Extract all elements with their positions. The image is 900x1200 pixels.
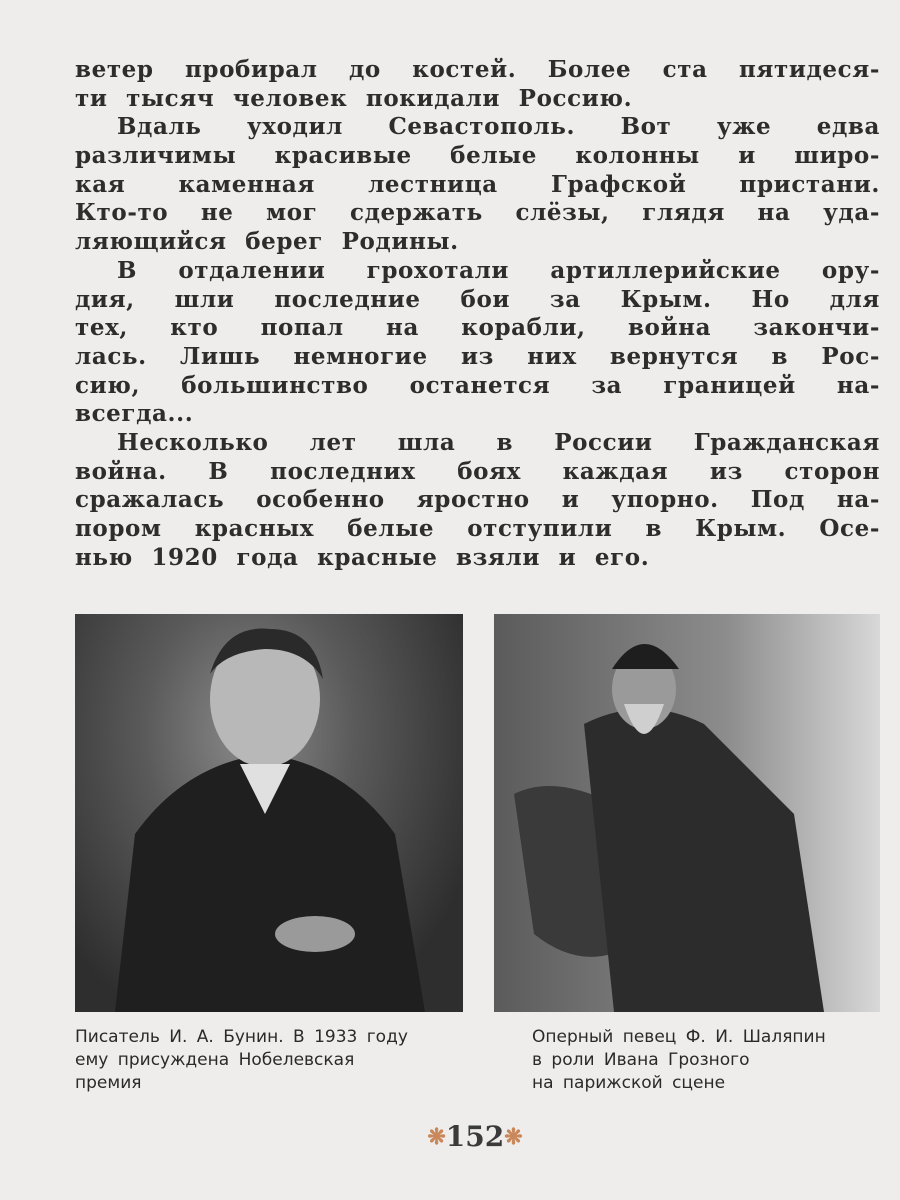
text-line: всегда... (75, 400, 194, 428)
body-text (75, 56, 880, 572)
text-line: сию, большинство останется за границей на- (75, 371, 880, 399)
photo-chaliapin (494, 614, 880, 1012)
caption-bunin (75, 1026, 465, 1095)
text-line: война. В последних боях каждая из сторон (75, 457, 880, 485)
page-number (420, 1120, 530, 1153)
text-line: ти тысяч человек покидали Россию. (75, 84, 633, 112)
text-line: тех, кто попал на корабли, война закончи- (75, 314, 880, 342)
ornament-right-icon: ❋ (504, 1124, 523, 1150)
text-line: Кто-то не мог сдержать слёзы, глядя на уда- (75, 199, 880, 227)
caption-line: Оперный певец Ф. И. Шаляпин (532, 1027, 826, 1047)
caption-line: Писатель И. А. Бунин. В 1933 году (75, 1027, 408, 1047)
caption-chaliapin (532, 1026, 892, 1095)
text-line: различимы красивые белые колонны и широ- (75, 142, 880, 170)
page-number-text: 152 (445, 1120, 505, 1153)
text-line: кая каменная лестница Графской пристани. (75, 170, 880, 198)
caption-line: премия (75, 1073, 142, 1093)
text-line: сражалась особенно яростно и упорно. Под на- (75, 486, 880, 514)
caption-line: в роли Ивана Грозного (532, 1050, 750, 1070)
text-line: дия, шли последние бои за Крым. Но для (75, 285, 880, 313)
ornament-left-icon: ❋ (427, 1124, 446, 1150)
text-line: Несколько лет шла в России Гражданская (117, 428, 880, 456)
text-line: пором красных белые отступили в Крым. Осе- (75, 515, 880, 542)
photo-bunin (75, 614, 463, 1012)
text-line: лась. Лишь немногие из них вернутся в Рос- (75, 342, 880, 370)
text-line: В отдалении грохотали артиллерийские ору- (117, 256, 880, 284)
text-line: ветер пробирал до костей. Более ста пятидеся- (75, 56, 880, 83)
caption-line: ему присуждена Нобелевская (75, 1050, 355, 1070)
text-line: ляющийся берег Родины. (75, 228, 459, 256)
text-line: нью 1920 года красные взяли и его. (75, 543, 650, 571)
caption-line: на парижской сцене (532, 1073, 726, 1093)
text-line: Вдаль уходил Севастополь. Вот уже едва (117, 113, 880, 141)
